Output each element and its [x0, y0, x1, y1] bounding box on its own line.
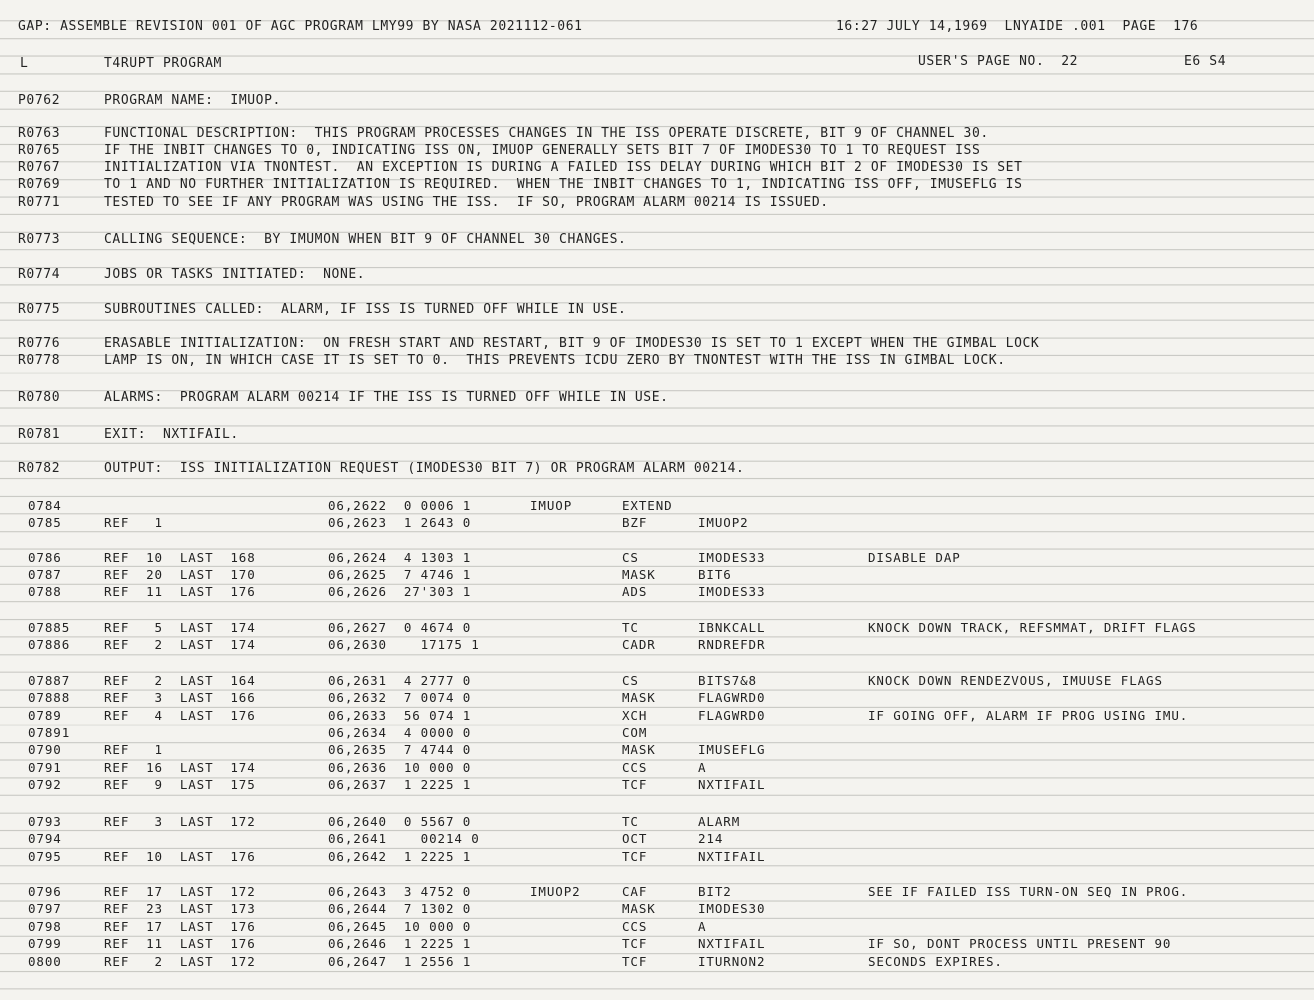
operand: BIT2 [698, 884, 732, 899]
type-code: L [20, 56, 29, 71]
operand: IBNKCALL [698, 620, 766, 635]
run-date-page: 16:27 JULY 14,1969 LNYAIDE .001 PAGE 176 [836, 19, 1199, 34]
operand: BIT6 [698, 567, 732, 582]
address-octal: 06,2643 3 4752 0 [328, 884, 472, 899]
ref-columns: REF 2 LAST 164 [104, 673, 256, 688]
address-octal: 06,2623 1 2643 0 [328, 515, 472, 530]
remark-text: FUNCTIONAL DESCRIPTION: THIS PROGRAM PROCESSES CHANGES IN THE ISS OPERATE DISCRETE, BIT 9 OF CHANNEL 30. [104, 126, 989, 141]
operand: IMODES33 [698, 584, 766, 599]
operand: IMODES30 [698, 901, 766, 916]
code-line-number: 0800 [28, 954, 62, 969]
opcode: ADS [622, 584, 648, 599]
address-octal: 06,2640 0 5567 0 [328, 814, 472, 829]
remark-line-number: R0771 [18, 195, 61, 210]
remark-line-number: R0782 [18, 461, 61, 476]
user-page-label: USER'S PAGE NO. 22 [918, 54, 1079, 69]
remark-text: ALARMS: PROGRAM ALARM 00214 IF THE ISS IS TURNED OFF WHILE IN USE. [104, 390, 669, 405]
code-line-number: 07888 [28, 690, 71, 705]
remark-line-number: R0781 [18, 427, 61, 442]
address-octal: 06,2626 27'303 1 [328, 584, 472, 599]
opcode: MASK [622, 742, 656, 757]
ref-columns: REF 9 LAST 175 [104, 777, 256, 792]
operand: IMODES33 [698, 550, 766, 565]
code-line-number: 0785 [28, 515, 62, 530]
remark-text: SUBROUTINES CALLED: ALARM, IF ISS IS TURNED OFF WHILE IN USE. [104, 302, 627, 317]
code-line-number: 0799 [28, 936, 62, 951]
operand: A [698, 919, 707, 934]
address-octal: 06,2630 17175 1 [328, 637, 480, 652]
address-octal: 06,2642 1 2225 1 [328, 849, 472, 864]
ref-columns: REF 17 LAST 172 [104, 884, 256, 899]
opcode: XCH [622, 708, 648, 723]
operand: IMUOP2 [698, 515, 749, 530]
code-line-number: 0786 [28, 550, 62, 565]
address-octal: 06,2636 10 000 0 [328, 760, 472, 775]
code-line-number: 0790 [28, 742, 62, 757]
remark-text: ERASABLE INITIALIZATION: ON FRESH START AND RESTART, BIT 9 OF IMODES30 IS SET TO 1 EXCEPT WHEN THE GIMBAL LOCK [104, 336, 1040, 351]
address-octal: 06,2631 4 2777 0 [328, 673, 472, 688]
ref-columns: REF 10 LAST 168 [104, 550, 256, 565]
remark-line-number: R0765 [18, 143, 61, 158]
address-octal: 06,2633 56 074 1 [328, 708, 472, 723]
opcode: TC [622, 814, 639, 829]
address-octal: 06,2625 7 4746 1 [328, 567, 472, 582]
address-octal: 06,2647 1 2556 1 [328, 954, 472, 969]
code-line-number: 0787 [28, 567, 62, 582]
comment: SEE IF FAILED ISS TURN-ON SEQ IN PROG. [868, 884, 1189, 899]
operand: 214 [698, 831, 724, 846]
remark-text: PROGRAM NAME: IMUOP. [104, 93, 281, 108]
remark-text: LAMP IS ON, IN WHICH CASE IT IS SET TO 0. THIS PREVENTS ICDU ZERO BY TNONTEST WITH THE ISS IN GIMBAL LOCK. [104, 353, 1006, 368]
opcode: OCT [622, 831, 648, 846]
ref-columns: REF 11 LAST 176 [104, 584, 256, 599]
remark-line-number: R0773 [18, 232, 61, 247]
ref-columns: REF 1 [104, 515, 163, 530]
ref-columns: REF 1 [104, 742, 163, 757]
comment: KNOCK DOWN TRACK, REFSMMAT, DRIFT FLAGS [868, 620, 1197, 635]
assembly-header: GAP: ASSEMBLE REVISION 001 OF AGC PROGRAM LMY99 BY NASA 2021112-061 [18, 19, 583, 34]
remark-line-number: R0780 [18, 390, 61, 405]
ref-columns: REF 20 LAST 170 [104, 567, 256, 582]
remark-text: OUTPUT: ISS INITIALIZATION REQUEST (IMODES30 BIT 7) OR PROGRAM ALARM 00214. [104, 461, 745, 476]
remark-text: TESTED TO SEE IF ANY PROGRAM WAS USING THE ISS. IF SO, PROGRAM ALARM 00214 IS ISSUED. [104, 195, 829, 210]
remark-line-number: R0776 [18, 336, 61, 351]
code-line-number: 07886 [28, 637, 71, 652]
opcode: CS [622, 673, 639, 688]
operand: A [698, 760, 707, 775]
address-octal: 06,2627 0 4674 0 [328, 620, 472, 635]
opcode: CCS [622, 919, 648, 934]
code-line-number: 07891 [28, 725, 71, 740]
opcode: CCS [622, 760, 648, 775]
comment: IF GOING OFF, ALARM IF PROG USING IMU. [868, 708, 1189, 723]
remark-text: JOBS OR TASKS INITIATED: NONE. [104, 267, 366, 282]
remark-text: CALLING SEQUENCE: BY IMUMON WHEN BIT 9 OF CHANNEL 30 CHANGES. [104, 232, 627, 247]
code-line-number: 0797 [28, 901, 62, 916]
operand: NXTIFAIL [698, 936, 766, 951]
opcode: TCF [622, 777, 648, 792]
ref-columns: REF 3 LAST 172 [104, 814, 256, 829]
remark-line-number: R0774 [18, 267, 61, 282]
ref-columns: REF 16 LAST 174 [104, 760, 256, 775]
label: IMUOP [530, 498, 573, 513]
label: IMUOP2 [530, 884, 581, 899]
opcode: CAF [622, 884, 648, 899]
operand: FLAGWRD0 [698, 708, 766, 723]
ref-columns: REF 11 LAST 176 [104, 936, 256, 951]
operand: ITURNON2 [698, 954, 766, 969]
ref-columns: REF 3 LAST 166 [104, 690, 256, 705]
address-octal: 06,2637 1 2225 1 [328, 777, 472, 792]
operand: NXTIFAIL [698, 849, 766, 864]
comment: SECONDS EXPIRES. [868, 954, 1003, 969]
remark-text: TO 1 AND NO FURTHER INITIALIZATION IS REQUIRED. WHEN THE INBIT CHANGES TO 1, INDICATING ISS OFF, IMUSEFLG IS [104, 177, 1023, 192]
code-line-number: 0793 [28, 814, 62, 829]
opcode: CS [622, 550, 639, 565]
opcode: EXTEND [622, 498, 673, 513]
ref-columns: REF 17 LAST 176 [104, 919, 256, 934]
opcode: MASK [622, 567, 656, 582]
code-line-number: 0788 [28, 584, 62, 599]
code-line-number: 0796 [28, 884, 62, 899]
comment: IF SO, DONT PROCESS UNTIL PRESENT 90 [868, 936, 1172, 951]
comment: KNOCK DOWN RENDEZVOUS, IMUUSE FLAGS [868, 673, 1163, 688]
user-page-code: E6 S4 [1184, 54, 1227, 69]
code-line-number: 0795 [28, 849, 62, 864]
code-line-number: 0792 [28, 777, 62, 792]
code-line-number: 0791 [28, 760, 62, 775]
ref-columns: REF 10 LAST 176 [104, 849, 256, 864]
opcode: MASK [622, 690, 656, 705]
remark-line-number: R0778 [18, 353, 61, 368]
section-title: T4RUPT PROGRAM [104, 56, 222, 71]
address-octal: 06,2646 1 2225 1 [328, 936, 472, 951]
remark-text: IF THE INBIT CHANGES TO 0, INDICATING ISS ON, IMUOP GENERALLY SETS BIT 7 OF IMODES30 TO 1 TO REQUEST ISS [104, 143, 981, 158]
remark-line-number: R0769 [18, 177, 61, 192]
remark-line-number: R0767 [18, 160, 61, 175]
opcode: BZF [622, 515, 648, 530]
comment: DISABLE DAP [868, 550, 961, 565]
address-octal: 06,2644 7 1302 0 [328, 901, 472, 916]
remark-text: EXIT: NXTIFAIL. [104, 427, 239, 442]
remark-line-number: R0763 [18, 126, 61, 141]
code-line-number: 0794 [28, 831, 62, 846]
address-octal: 06,2632 7 0074 0 [328, 690, 472, 705]
remark-text: INITIALIZATION VIA TNONTEST. AN EXCEPTION IS DURING A FAILED ISS DELAY DURING WHICH BIT 2 OF IMODES30 IS SET [104, 160, 1023, 175]
address-octal: 06,2645 10 000 0 [328, 919, 472, 934]
address-octal: 06,2634 4 0000 0 [328, 725, 472, 740]
operand: ALARM [698, 814, 741, 829]
code-line-number: 0789 [28, 708, 62, 723]
operand: FLAGWRD0 [698, 690, 766, 705]
ref-columns: REF 2 LAST 172 [104, 954, 256, 969]
address-octal: 06,2641 00214 0 [328, 831, 480, 846]
code-line-number: 0798 [28, 919, 62, 934]
ref-columns: REF 5 LAST 174 [104, 620, 256, 635]
opcode: TCF [622, 954, 648, 969]
opcode: TC [622, 620, 639, 635]
operand: BITS7&8 [698, 673, 757, 688]
operand: IMUSEFLG [698, 742, 766, 757]
code-line-number: 0784 [28, 498, 62, 513]
operand: RNDREFDR [698, 637, 766, 652]
code-line-number: 07887 [28, 673, 71, 688]
remark-line-number: R0775 [18, 302, 61, 317]
opcode: TCF [622, 849, 648, 864]
address-octal: 06,2635 7 4744 0 [328, 742, 472, 757]
ref-columns: REF 4 LAST 176 [104, 708, 256, 723]
remark-line-number: P0762 [18, 93, 61, 108]
opcode: MASK [622, 901, 656, 916]
operand: NXTIFAIL [698, 777, 766, 792]
address-octal: 06,2624 4 1303 1 [328, 550, 472, 565]
ref-columns: REF 2 LAST 174 [104, 637, 256, 652]
opcode: COM [622, 725, 648, 740]
ref-columns: REF 23 LAST 173 [104, 901, 256, 916]
opcode: CADR [622, 637, 656, 652]
opcode: TCF [622, 936, 648, 951]
address-octal: 06,2622 0 0006 1 [328, 498, 472, 513]
code-line-number: 07885 [28, 620, 71, 635]
